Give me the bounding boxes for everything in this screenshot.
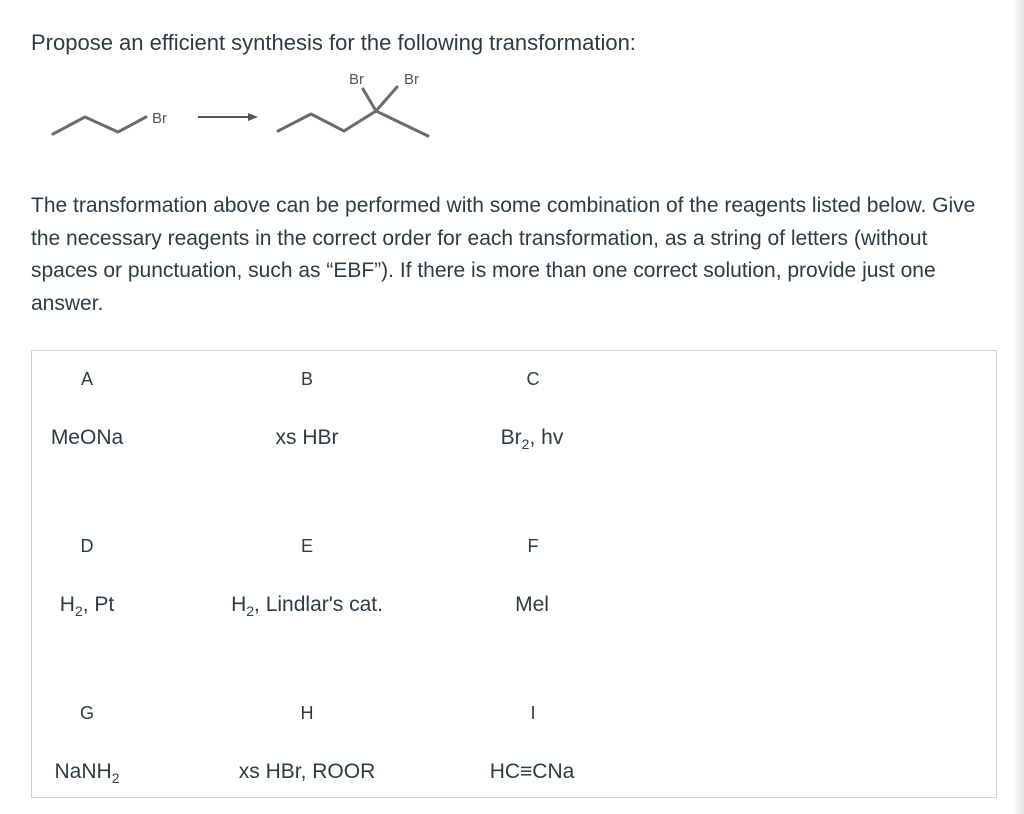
reagent-letter-e: E (300, 536, 313, 556)
product-br-label-1: Br (349, 71, 364, 88)
product-br-label-2: Br (404, 71, 419, 88)
reagent-b: xs HBr (275, 426, 339, 449)
question-prompt: Propose an efficient synthesis for the following transformation: (31, 30, 636, 55)
reaction-arrow-head (248, 113, 258, 121)
product-br-bond-2 (376, 87, 397, 111)
reagent-a: MeONa (50, 426, 124, 449)
reagent-c: $Br_2$, hv (500, 426, 564, 453)
reagent-h: xs HBr, ROOR (238, 760, 376, 783)
reagent-g: NaNH$_2$ (54, 760, 120, 787)
reaction-scheme (40, 62, 460, 152)
question-instructions: The transformation above can be performed with some combination of the reagents listed below. Give the necessary reagents in the correct order for each transformation, as a string of letters (without spaces or punctuation, such as “EBF”). If there is more than one correct solution, provide just one answer. (31, 194, 976, 315)
reagent-letter-g: G (79, 703, 94, 723)
reagent-letter-a: A (80, 369, 93, 389)
reagent-letter-h: H (300, 703, 314, 723)
reagent-f: Mel (515, 593, 549, 616)
reagent-e: $H_2$, Lindlar's cat. (231, 593, 383, 620)
page-edge-shadow (1012, 0, 1024, 814)
reagent-i: HC≡CNa (489, 760, 575, 783)
product-br-bond-1 (363, 89, 376, 111)
product-methyl-bond (376, 111, 428, 136)
reagent-letter-d: D (80, 536, 94, 556)
reagent-letter-b: B (300, 369, 313, 389)
starting-material-bonds (53, 117, 146, 134)
starting-material-br-label: Br (152, 110, 167, 127)
product-chain-bonds (278, 111, 376, 131)
reagent-letter-i: I (530, 703, 536, 723)
reagent-letter-c: C (526, 369, 540, 389)
reagent-letter-f: F (527, 536, 539, 556)
reagent-table (31, 350, 997, 798)
reagent-d: $H_2$, Pt (59, 593, 115, 620)
